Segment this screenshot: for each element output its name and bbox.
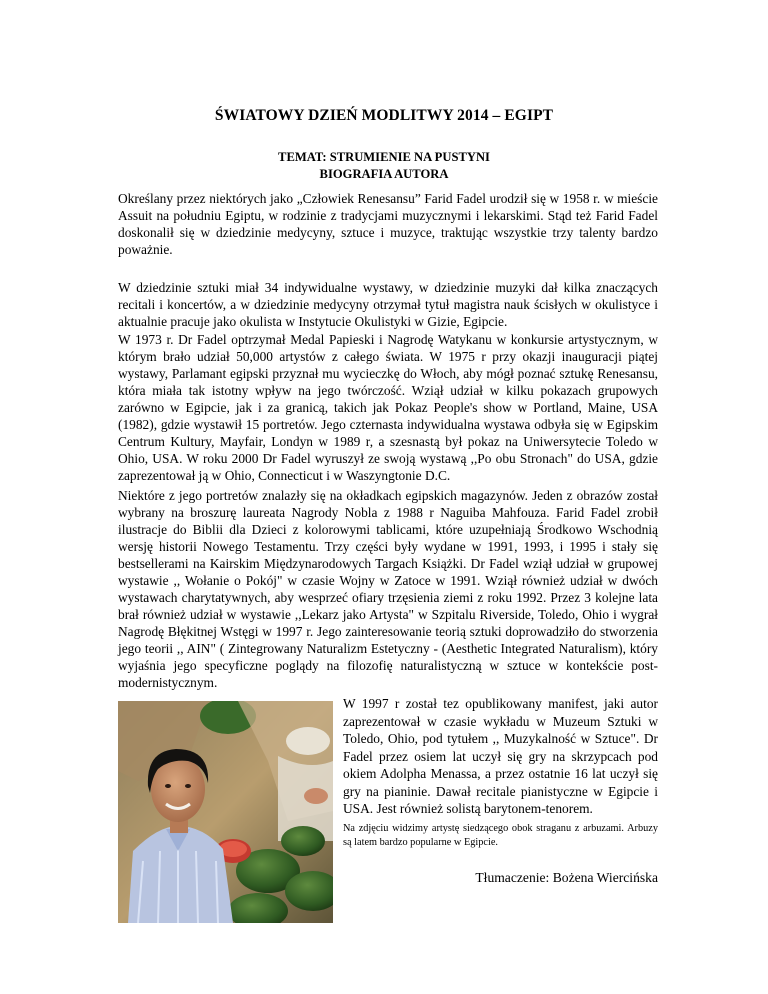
paragraph-intro: Określany przez niektórych jako „Człowiek Renesansu” Farid Fadel urodził się w 1958 r. w mieście Assuit na południu Egiptu, w rodzinie z tradycjami muzycznymi i lekarskimi. Stąd też Farid Fadel doskonalił się w dziedzinie medycyny, sztuce i muzyce, traktując wszystkie trzy talenty bardzo poważnie. [118,191,658,257]
artist-photo [118,701,333,923]
document-subtitle [0,149,768,183]
paragraph-awards: W 1973 r. Dr Fadel optrzymał Medal Papieski i Nagrodę Watykanu w konkursie artystycznym, w którym brało udział 50,000 artystów z całego świata. W 1975 r przy okazji inauguracji piątej wystawy, Parlamant egipski przyznał mu wycieczkę do Włoch, aby mógł poznać sztukę Renesansu, która miała tak istotny wpływ na jego twórczość. Wziął udział w kilku pokazach grupowych zarówno w Egipcie, jak i za granicą, takich jak Pokaz People's show w Portland, Maine, USA (1982), gdzie wystawił 15 portretów. Jego czternasta indywidualna wystawa odbyła się w Egipskim Centrum Kultury, Mayfair, Londyn w 1989 r, a szesnastą był pokaz na Uniwersytecie Toledo w Ohio, USA. W roku 2000 Dr Fadel wyruszył ze swoją wystawą ,,Po obu Stronach" do USA, gdzie zaprezentował ją w Ohio, Connecticut i w Waszyngtonie D.C. [118,332,658,483]
document-title: ŚWIATOWY DZIEŃ MODLITWY 2014 – EGIPT [214,107,554,124]
subtitle-theme: TEMAT: STRUMIENIE NA PUSTYNI [278,150,490,164]
photo-caption: Na zdjęciu widzimy artystę siedzącego obok straganu z arbuzami. Arbuzy są latem bardzo popularne w Egipcie. [343,823,658,848]
translator-credit: Tłumaczenie: Bożena Wiercińska [475,870,658,885]
paragraph-works: Niektóre z jego portretów znalazły się na okładkach egipskich magazynów. Jeden z obrazów został wybrany na broszurę laureata Nagrody Nobla z 1988 r Naguiba Mahfouza. Farid Fadel zrobił ilustracje do Biblii dla Dzieci z kolorowymi tablicami, które uzupełniają Środkowo Wschodnią wersję historii Nowego Testamentu. Trzy części były wydane w 1991, 1993, i 1995 i stały się bestsellerami na Kairskim Międzynarodowych Targach Książki. Dr Fadel wziął udział w grupowej wystawie ,, Wołanie o Pokój" w czasie Wojny w Zatoce w 1991. Wziął również udział w dwóch wystawach charytatywnych, aby wesprzeć ofiary trzęsienia ziemi z roku 1992. Przez 3 kolejne lata brał również udział w wystawie ,,Lekarz jako Artysta" w Szpitalu Riverside, Toledo, Ohio i wygrał Nagrodę Błękitnej Wstęgi w 1997 r. Jego zainteresowanie teorią sztuki doprowadziło do stworzenia jego teorii ,, AIN" ( Zintegrowany Naturalizm Estetyczny - (Aesthetic Integrated Naturalism), który wyjaśnia jego specyficzne poglądy na filozofię naturalistyczną w sztuce w kontekście post-modernistycznym. [118,488,658,690]
artist-photo-illustration [118,701,333,923]
paragraph-manifesto: W 1997 r został tez opublikowany manifest, jaki autor zaprezentował w czasie wykładu w Muzeum Sztuki w Toledo, Ohio, pod tytułem ,, Muzykalność w Sztuce". Dr Fadel przez osiem lat uczył się gry na skrzypcach pod okiem Adolpha Menassa, a przez ostatnie 16 lat uczył się gry na pianinie. Dawał recitale pianistyczne w Egipcie i USA. Jest również solistą barytonem-tenorem. [343,696,658,816]
paragraph-career: W dziedzinie sztuki miał 34 indywidualne wystawy, w dziedzinie muzyki dał kilka znaczących recitali i koncertów, a w dziedzinie medycyny otrzymał tytuł magistra nauk ścisłych w okulistyce i aktualnie pracuje jako okulista w Instytucie Okulistyki w Gizie, Egipcie. [118,280,658,329]
subtitle-biography: BIOGRAFIA AUTORA [319,167,449,181]
